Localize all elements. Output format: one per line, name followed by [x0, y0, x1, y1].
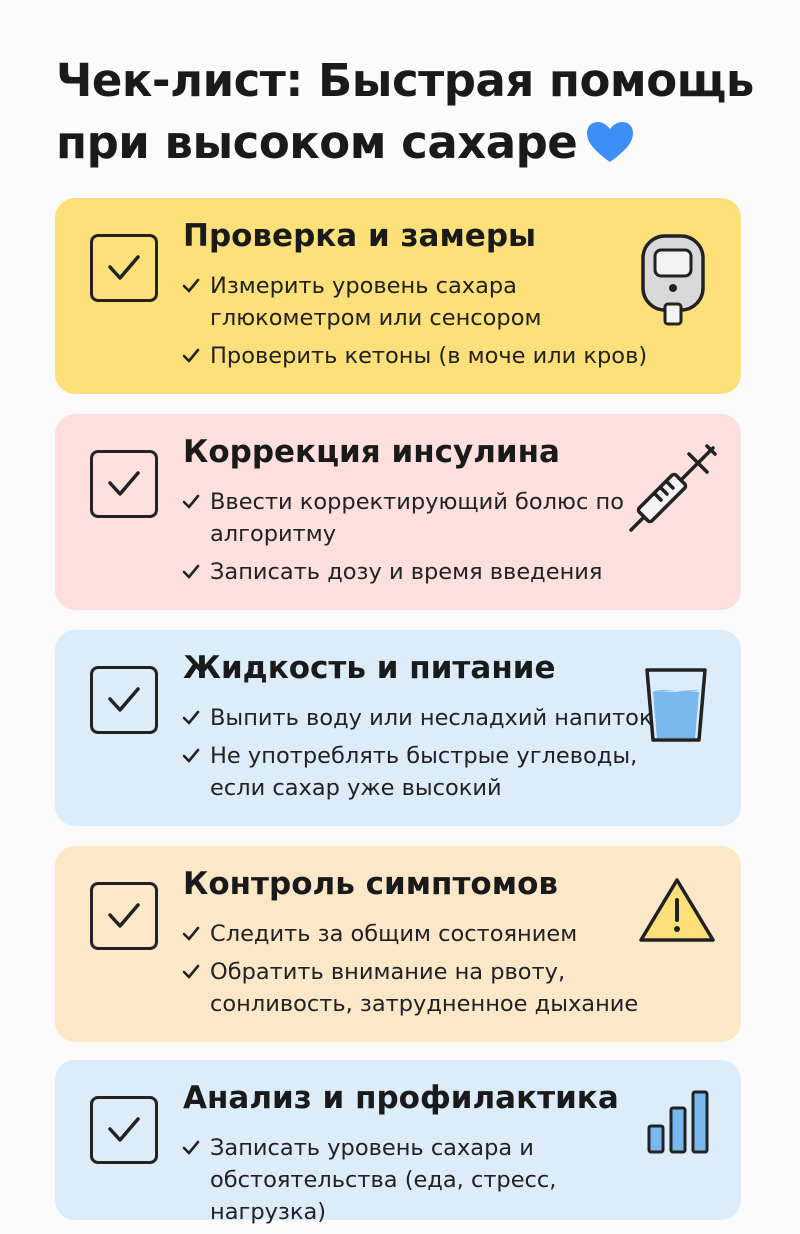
checkbox[interactable] [90, 1096, 158, 1164]
water-glass-icon [643, 666, 709, 748]
card-heading: Проверка и замеры [183, 218, 537, 254]
check-bullet-icon [183, 749, 199, 763]
card-checks [55, 198, 741, 394]
card-heading: Коррекция инсулина [183, 434, 560, 470]
list-item [183, 702, 653, 734]
checkbox[interactable] [90, 450, 158, 518]
check-bullet-icon [183, 965, 199, 979]
checkbox[interactable] [90, 882, 158, 950]
check-bullet-icon [183, 1141, 199, 1155]
check-bullet-icon [183, 565, 199, 579]
check-bullet-icon [183, 711, 199, 725]
list-item-text: Проверить кетоны (в моче или кров) [210, 343, 648, 369]
card-insulin [55, 414, 741, 610]
list-item-text: Ввести корректирующий болюс по алгоритму [210, 489, 624, 547]
list-item [183, 340, 653, 372]
card-heading: Анализ и профилактика [183, 1080, 619, 1116]
card-analysis [55, 1060, 741, 1225]
list-item [183, 740, 653, 804]
list-item [183, 1132, 653, 1228]
card-list [183, 702, 653, 810]
page-title-text: Чек-лист: Быстрая помощь при высоком сахаре [56, 54, 754, 169]
check-bullet-icon [183, 495, 199, 509]
bar-chart-icon [645, 1088, 715, 1160]
card-list [183, 918, 653, 1026]
blue-heart-icon [585, 118, 635, 180]
warning-icon [637, 876, 717, 950]
list-item [183, 556, 653, 588]
list-item-text: Выпить воду или несладхий напиток [210, 705, 653, 731]
list-item-text: Измерить уровень сахара глюкометром или сенсором [210, 273, 542, 331]
card-heading: Жидкость и питание [183, 650, 556, 686]
card-list [183, 270, 653, 378]
card-list [183, 1132, 653, 1234]
card-heading: Контроль симптомов [183, 866, 558, 902]
card-list [183, 486, 653, 594]
check-bullet-icon [183, 927, 199, 941]
card-fluids [55, 630, 741, 826]
list-item-text: Записать уровень сахара и обстоятельства (еда, стресс, нагрузка) [210, 1135, 557, 1225]
list-item-text: Не употреблять быстрые углеводы, если сахар уже высокий [210, 743, 638, 801]
check-bullet-icon [183, 349, 199, 363]
list-item-text: Обратить внимание на рвоту, сонливость, затрудненное дыхание [210, 959, 639, 1017]
checkbox[interactable] [90, 666, 158, 734]
list-item [183, 956, 653, 1020]
card-symptoms [55, 846, 741, 1042]
list-item [183, 918, 653, 950]
list-item-text: Записать дозу и время введения [210, 559, 603, 585]
glucometer-icon [639, 232, 709, 332]
list-item [183, 270, 653, 334]
syringe-icon [627, 442, 719, 538]
check-bullet-icon [183, 279, 199, 293]
list-item-text: Следить за общим состоянием [210, 921, 578, 947]
page-title [56, 50, 776, 180]
list-item [183, 486, 653, 550]
checkbox[interactable] [90, 234, 158, 302]
